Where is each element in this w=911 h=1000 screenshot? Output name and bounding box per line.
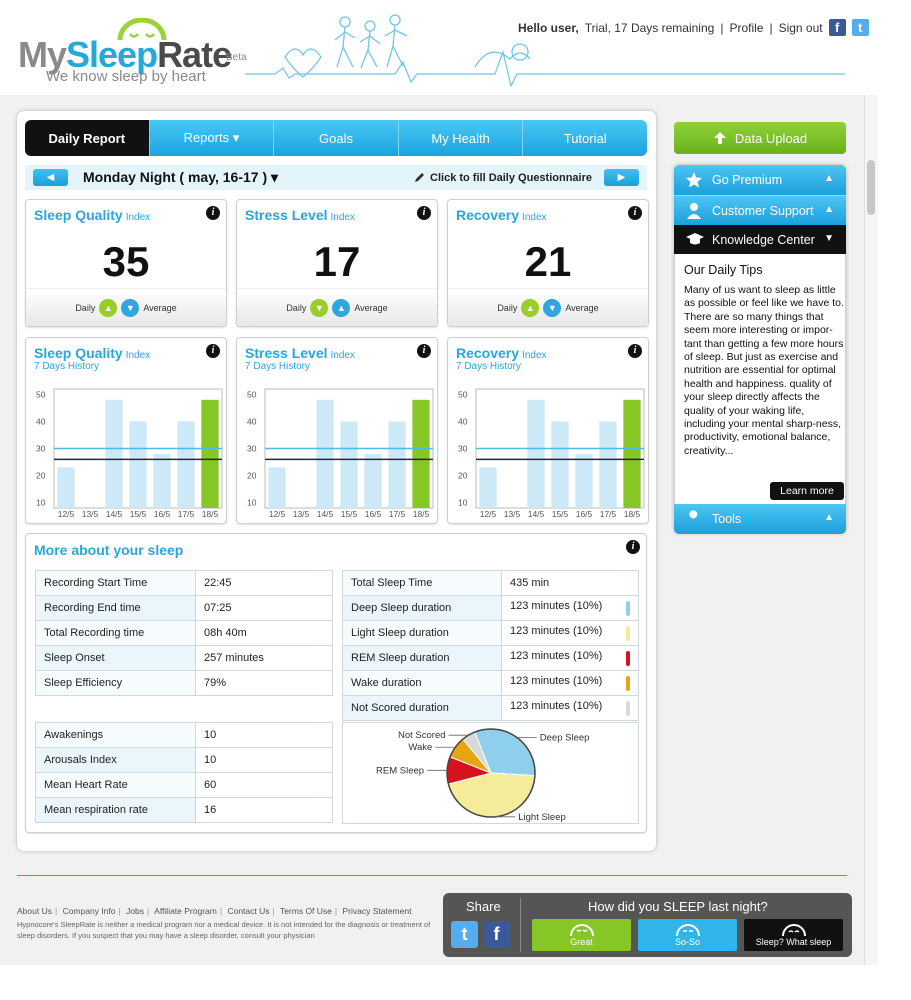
- info-icon[interactable]: i: [626, 540, 640, 554]
- daily-label: Daily: [286, 302, 307, 313]
- y-tick-label: 40: [458, 416, 468, 427]
- disclaimer: Hypnocore's SleepRate is neither a medical program nor a medical device. It is not intended for the diagnosis or treatment of sleep disorders. If you suspect that you may have a sleep disorder, consult your physician: [17, 920, 431, 940]
- index-suffix: Index: [330, 350, 355, 361]
- card-subtitle: 7 Days History: [34, 361, 100, 372]
- twitter-icon[interactable]: t: [852, 19, 869, 36]
- stat-label: Mean Heart Rate: [36, 773, 196, 798]
- card-subtitle: 7 Days History: [245, 361, 311, 372]
- mood-nosleep-label: Sleep? What sleep: [755, 937, 832, 947]
- footer-links: [17, 906, 411, 916]
- x-tick-label: 14/5: [105, 509, 123, 519]
- stat-label: Sleep Onset: [36, 646, 196, 671]
- sleep-stages-pie-chart: [343, 723, 640, 825]
- stat-value: 16: [196, 798, 333, 823]
- tools-label: Tools: [712, 512, 742, 526]
- stage-label: Total Sleep Time: [343, 571, 502, 596]
- trial-status: Trial, 17 Days remaining: [584, 20, 715, 35]
- x-tick-label: 17/5: [388, 509, 406, 519]
- bar-16-5: [153, 454, 170, 508]
- stage-value: [502, 621, 639, 646]
- y-tick-label: 50: [36, 389, 46, 400]
- index-value: 17: [313, 238, 361, 285]
- mood-great-button[interactable]: [532, 919, 631, 951]
- separator: |: [54, 906, 58, 916]
- stage-value-text: 123 minutes (10%): [510, 650, 603, 662]
- separator: |: [147, 906, 150, 916]
- table-row: [343, 696, 639, 721]
- x-tick-label: 18/5: [201, 509, 219, 519]
- x-tick-label: 17/5: [177, 509, 195, 519]
- table-row: [36, 646, 333, 671]
- go-premium-item[interactable]: [674, 165, 846, 195]
- stage-label: Wake duration: [343, 671, 502, 696]
- sleep-stages-pie-box: [342, 722, 639, 824]
- index-suffix: Index: [125, 212, 151, 223]
- card-title-text: Sleep Quality: [34, 207, 123, 223]
- footer-link-affiliate[interactable]: Affiliate Program: [154, 906, 217, 916]
- index-suffix: Index: [522, 212, 547, 223]
- stage-value-text: 435 min: [510, 577, 550, 589]
- pie-label: REM Sleep: [376, 765, 425, 777]
- tagline: We know sleep by heart: [46, 68, 206, 85]
- bar-17-5: [177, 421, 194, 508]
- pie-label: Deep Sleep: [539, 732, 590, 744]
- user-bar: [518, 19, 869, 36]
- history-bar-chart: [245, 386, 440, 519]
- x-tick-label: 13/5: [81, 509, 99, 519]
- footer-link-contact[interactable]: Contact Us: [227, 906, 270, 916]
- share-label: Share: [466, 899, 501, 914]
- stage-color-swatch: [626, 626, 630, 641]
- footer-link-jobs[interactable]: Jobs: [126, 906, 145, 916]
- table-row: [343, 621, 639, 646]
- stat-label: Total Recording time: [36, 621, 196, 646]
- x-tick-label: 16/5: [364, 509, 382, 519]
- stage-label: REM Sleep duration: [343, 646, 502, 671]
- card-title-text: Recovery: [456, 207, 520, 223]
- bar-16-5: [575, 454, 592, 508]
- stage-value: [502, 571, 639, 596]
- x-tick-label: 12/5: [268, 509, 286, 519]
- table-row: [343, 571, 639, 596]
- pie-label: Not Scored: [397, 730, 446, 742]
- sleep-quality-card: [25, 199, 227, 327]
- triangle-up-icon[interactable]: ▲: [332, 299, 350, 317]
- table-row: [343, 671, 639, 696]
- stage-value-text: 123 minutes (10%): [510, 675, 603, 687]
- tab-my-health[interactable]: My Health: [399, 120, 524, 156]
- card-title: [34, 345, 150, 361]
- tab-tutorial[interactable]: Tutorial: [523, 120, 647, 156]
- logo[interactable]: [18, 18, 258, 88]
- x-tick-label: 12/5: [57, 509, 75, 519]
- separator: |: [272, 906, 275, 916]
- y-tick-label: 20: [36, 470, 46, 481]
- profile-link[interactable]: Profile: [729, 20, 764, 35]
- more-title: More about your sleep: [34, 542, 184, 558]
- questionnaire-link[interactable]: [413, 171, 592, 184]
- date-bar: [25, 165, 647, 190]
- x-tick-label: 14/5: [316, 509, 334, 519]
- x-tick-label: 13/5: [503, 509, 521, 519]
- separator: |: [720, 20, 724, 35]
- facebook-share-icon[interactable]: f: [483, 921, 510, 948]
- tips-body: Many of us want to sleep as little as possible or feel like we have to. There are so many things that seem more interesting or impor-tant than getting a few more hours of sleep. But just as exercise and nutrition are essential for optimal health and happiness. quality of your sleep directly affects the quality of your waking life, including your mental sharp-ness, productivity, emotional balance, creativity...: [684, 284, 844, 457]
- table-row: [36, 773, 333, 798]
- stat-label: Recording End time: [36, 596, 196, 621]
- stat-value: 79%: [196, 671, 333, 696]
- greeting: Hello user,: [518, 20, 579, 35]
- triangle-down-icon[interactable]: ▼: [310, 299, 328, 317]
- stat-value: 10: [196, 748, 333, 773]
- pencil-icon: [413, 171, 426, 184]
- card-footer: [448, 288, 648, 326]
- card-footer: [26, 288, 226, 326]
- y-tick-label: 20: [458, 470, 468, 481]
- bar-18-5: [412, 400, 429, 508]
- share-divider: [520, 898, 521, 952]
- index-suffix: Index: [522, 350, 547, 361]
- tips-title: Our Daily Tips: [684, 263, 763, 277]
- y-tick-label: 10: [36, 497, 46, 508]
- footer-link-terms[interactable]: Terms Of Use: [279, 906, 332, 916]
- x-tick-label: 17/5: [599, 509, 617, 519]
- x-tick-label: 15/5: [551, 509, 569, 519]
- info-icon[interactable]: i: [628, 344, 642, 358]
- knowledge-center-label: Knowledge Center: [712, 233, 815, 247]
- scrollbar[interactable]: [864, 95, 878, 965]
- mood-soso-button[interactable]: [638, 919, 737, 951]
- footer-divider: [17, 875, 847, 876]
- bar-12-5: [57, 467, 74, 508]
- bar-12-5: [479, 467, 496, 508]
- more-about-sleep-card: [25, 533, 647, 833]
- stage-color-swatch: [626, 701, 630, 716]
- stage-value: [502, 646, 639, 671]
- y-tick-label: 30: [458, 443, 468, 454]
- y-tick-label: 40: [36, 416, 46, 427]
- card-title-text: Sleep Quality: [34, 345, 123, 361]
- average-label: Average: [143, 302, 177, 313]
- daily-label: Daily: [497, 302, 518, 313]
- triangle-up-icon[interactable]: ▲: [521, 299, 539, 317]
- stat-value: 22:45: [196, 571, 333, 596]
- index-value: 35: [102, 238, 150, 285]
- card-subtitle: 7 Days History: [456, 361, 522, 372]
- history-bar-chart: [456, 386, 651, 519]
- card-footer: [237, 288, 437, 326]
- x-tick-label: 18/5: [623, 509, 641, 519]
- footer-link-company[interactable]: Company Info: [62, 906, 116, 916]
- recovery-card: [447, 199, 649, 327]
- stage-label: Light Sleep duration: [343, 621, 502, 646]
- triangle-up-icon[interactable]: ▲: [99, 299, 117, 317]
- sleep-stages-table: [342, 570, 639, 721]
- x-tick-label: 16/5: [575, 509, 593, 519]
- bar-16-5: [364, 454, 381, 508]
- x-tick-label: 18/5: [412, 509, 430, 519]
- x-tick-label: 15/5: [129, 509, 147, 519]
- separator: |: [334, 906, 338, 916]
- stress-level-card: [236, 199, 438, 327]
- logo-sleep: Sleep: [66, 34, 158, 75]
- x-tick-label: 14/5: [527, 509, 545, 519]
- wrench-icon: [685, 510, 703, 528]
- bar-15-5: [551, 421, 568, 508]
- daily-tips: [674, 254, 846, 505]
- index-suffix: Index: [125, 350, 151, 361]
- bar-18-5: [623, 400, 640, 508]
- sad-face-icon: [781, 921, 807, 937]
- x-tick-label: 15/5: [340, 509, 358, 519]
- scrollbar-thumb[interactable]: [867, 160, 875, 215]
- tab-daily-report[interactable]: Daily Report: [25, 120, 150, 156]
- stat-label: Awakenings: [36, 723, 196, 748]
- y-tick-label: 30: [247, 443, 257, 454]
- x-tick-label: 13/5: [292, 509, 310, 519]
- stat-label: Arousals Index: [36, 748, 196, 773]
- chevron-down-icon: ▼: [824, 233, 834, 244]
- report-tabs: [25, 120, 647, 156]
- card-title-text: Stress Level: [245, 207, 328, 223]
- info-icon[interactable]: i: [206, 344, 220, 358]
- logo-my: My: [18, 34, 67, 75]
- sleep-question: How did you SLEEP last night?: [588, 899, 768, 914]
- y-tick-label: 20: [247, 470, 257, 481]
- stress-level-history-card: [236, 337, 438, 524]
- signout-link[interactable]: Sign out: [778, 20, 823, 35]
- stage-label: Deep Sleep duration: [343, 596, 502, 621]
- bar-15-5: [340, 421, 357, 508]
- info-icon[interactable]: i: [417, 344, 431, 358]
- bar-12-5: [268, 467, 285, 508]
- stat-value: 10: [196, 723, 333, 748]
- card-title-text: Stress Level: [245, 345, 328, 361]
- graduation-cap-icon: [685, 231, 705, 247]
- table-row: [343, 596, 639, 621]
- stat-label: Mean respiration rate: [36, 798, 196, 823]
- vitals-table: [35, 722, 333, 823]
- bar-15-5: [129, 421, 146, 508]
- y-tick-label: 10: [458, 497, 468, 508]
- bar-17-5: [599, 421, 616, 508]
- recording-table: [35, 570, 333, 696]
- stat-value: 07:25: [196, 596, 333, 621]
- prev-night-button[interactable]: [33, 169, 68, 186]
- footer-link-privacy[interactable]: Privacy Statement: [342, 906, 412, 916]
- beta-label: Beta: [226, 52, 247, 63]
- arrow-left-icon: ◀: [46, 172, 55, 183]
- separator: |: [219, 906, 223, 916]
- pie-label: Light Sleep: [518, 811, 566, 823]
- arrow-right-icon: ▶: [617, 172, 626, 183]
- info-icon[interactable]: i: [628, 206, 642, 220]
- index-suffix: Index: [330, 212, 355, 223]
- chevron-up-icon: ▲: [824, 512, 834, 523]
- separator: |: [769, 20, 773, 35]
- next-night-button[interactable]: [604, 169, 639, 186]
- data-upload-button[interactable]: [674, 122, 846, 154]
- history-bar-chart: [34, 386, 229, 519]
- recovery-history-card: [447, 337, 649, 524]
- card-title-text: Recovery: [456, 345, 520, 361]
- y-tick-label: 50: [458, 389, 468, 400]
- y-tick-label: 40: [247, 416, 257, 427]
- bar-14-5: [105, 400, 122, 508]
- info-icon[interactable]: i: [206, 206, 220, 220]
- table-row: [36, 571, 333, 596]
- average-label: Average: [565, 302, 599, 313]
- stat-label: Sleep Efficiency: [36, 671, 196, 696]
- table-row: [36, 596, 333, 621]
- index-value: 21: [524, 238, 572, 285]
- stage-value: [502, 671, 639, 696]
- average-label: Average: [354, 302, 388, 313]
- stat-value: 257 minutes: [196, 646, 333, 671]
- questionnaire-label: Click to fill Daily Questionnaire: [430, 171, 592, 184]
- stage-color-swatch: [626, 676, 630, 691]
- stat-label: Recording Start Time: [36, 571, 196, 596]
- table-row: [343, 646, 639, 671]
- table-row: [36, 671, 333, 696]
- footer-link-about[interactable]: About Us: [17, 906, 52, 916]
- triangle-down-icon[interactable]: ▼: [121, 299, 139, 317]
- neutral-face-icon: [675, 921, 701, 937]
- knowledge-center-item[interactable]: [674, 225, 846, 255]
- bar-17-5: [388, 421, 405, 508]
- card-title: [245, 207, 355, 223]
- stage-value: [502, 696, 639, 721]
- table-row: [36, 798, 333, 823]
- y-tick-label: 10: [247, 497, 257, 508]
- customer-support-label: Customer Support: [712, 203, 814, 218]
- stat-value: 60: [196, 773, 333, 798]
- go-premium-label: Go Premium: [712, 173, 783, 187]
- table-row: [36, 621, 333, 646]
- mood-nosleep-button[interactable]: [744, 919, 843, 951]
- stage-value-text: 123 minutes (10%): [510, 700, 603, 712]
- stage-color-swatch: [626, 601, 630, 616]
- stat-value: 08h 40m: [196, 621, 333, 646]
- stage-value-text: 123 minutes (10%): [510, 600, 603, 612]
- stage-label: Not Scored duration: [343, 696, 502, 721]
- mood-soso-label: So-So: [674, 937, 700, 947]
- y-tick-label: 30: [36, 443, 46, 454]
- table-row: [36, 723, 333, 748]
- twitter-share-icon[interactable]: t: [451, 921, 478, 948]
- info-icon[interactable]: i: [417, 206, 431, 220]
- triangle-down-icon[interactable]: ▼: [543, 299, 561, 317]
- chevron-up-icon: ▲: [824, 204, 834, 215]
- stage-value: [502, 596, 639, 621]
- bar-18-5: [201, 400, 218, 508]
- bar-14-5: [527, 400, 544, 508]
- stage-color-swatch: [626, 651, 630, 666]
- daily-label: Daily: [75, 302, 96, 313]
- logo-rate: Rate: [157, 34, 232, 75]
- upload-arrow-icon: [713, 131, 727, 145]
- data-upload-label: Data Upload: [734, 130, 808, 146]
- y-tick-label: 50: [247, 389, 257, 400]
- bar-14-5: [316, 400, 333, 508]
- separator: |: [118, 906, 121, 916]
- star-icon: [685, 171, 703, 189]
- user-icon: [685, 202, 703, 220]
- customer-support-item[interactable]: [674, 195, 846, 225]
- tab-reports[interactable]: Reports ▾: [150, 120, 275, 156]
- table-row: [36, 748, 333, 773]
- card-title: [456, 345, 547, 361]
- night-selector[interactable]: Monday Night ( may, 16-17 ) ▾: [83, 169, 279, 185]
- happy-face-icon: [569, 921, 595, 937]
- x-tick-label: 16/5: [153, 509, 171, 519]
- card-title: [34, 207, 150, 223]
- stage-value-text: 123 minutes (10%): [510, 625, 603, 637]
- card-title: [245, 345, 355, 361]
- facebook-icon[interactable]: f: [829, 19, 846, 36]
- mood-great-label: Great: [570, 937, 593, 947]
- pie-label: Wake: [408, 742, 433, 754]
- tools-item[interactable]: [674, 504, 846, 534]
- learn-more-button[interactable]: Learn more: [770, 482, 844, 500]
- x-tick-label: 12/5: [479, 509, 497, 519]
- tab-goals[interactable]: Goals: [274, 120, 399, 156]
- chevron-up-icon: ▲: [824, 173, 834, 184]
- card-title: [456, 207, 547, 223]
- sleep-quality-history-card: [25, 337, 227, 524]
